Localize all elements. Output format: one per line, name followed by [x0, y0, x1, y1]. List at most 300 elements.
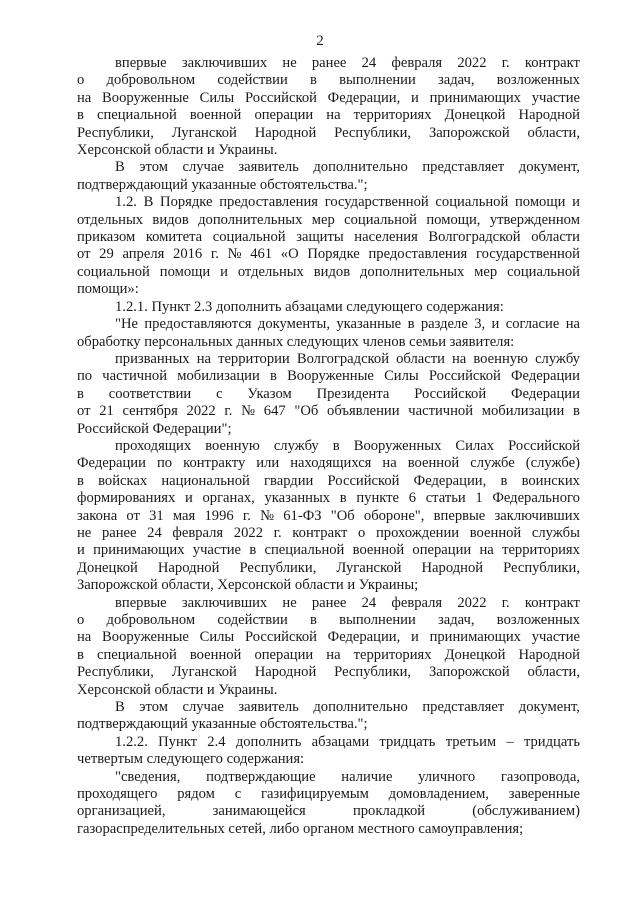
- word: Республики,: [77, 124, 154, 141]
- text-line: [77, 72, 580, 89]
- word: 1.2.2.: [115, 733, 148, 750]
- word: мер: [311, 211, 335, 228]
- word: 2022: [233, 524, 263, 541]
- word: дополнительных: [360, 263, 465, 280]
- text-line: [77, 90, 580, 107]
- word: Российской: [245, 89, 317, 106]
- word: воинских: [521, 472, 580, 489]
- word: Силы: [199, 629, 235, 646]
- text-line: [77, 125, 580, 142]
- word: гвардии: [264, 472, 314, 489]
- word: тридцать: [379, 733, 436, 750]
- word: Российской: [414, 385, 487, 402]
- word: военную: [205, 437, 260, 454]
- word: 2022: [457, 55, 487, 71]
- word: в: [77, 646, 84, 663]
- word: Народной: [518, 107, 580, 124]
- word: национальной: [161, 472, 250, 489]
- word: призванных: [115, 350, 190, 367]
- text-line: [77, 508, 580, 525]
- word: видов: [313, 263, 351, 280]
- word: Федерации,: [327, 629, 401, 646]
- text-line: обработку персональных данных следующих членов семьи заявителя:: [77, 333, 515, 350]
- word: 24: [361, 55, 377, 71]
- word: от: [77, 403, 91, 420]
- word: приказом: [77, 229, 136, 246]
- word: газопровода,: [500, 768, 580, 785]
- text-line: [77, 560, 580, 577]
- word: Народной: [254, 124, 317, 141]
- word: рядом: [177, 786, 215, 803]
- word: военной: [407, 455, 460, 472]
- word: населения: [354, 229, 418, 246]
- word: 2.4: [207, 733, 226, 750]
- word: представляет: [422, 159, 505, 176]
- word: –: [506, 733, 514, 750]
- word: добровольном: [106, 612, 196, 628]
- word: заключивших: [181, 55, 268, 71]
- text-line: [77, 159, 580, 176]
- word: Луганской: [171, 664, 237, 681]
- word: Народной: [254, 664, 317, 681]
- word: по: [156, 455, 173, 472]
- text-line: [77, 629, 580, 646]
- word: «О: [280, 246, 299, 263]
- word: документ,: [518, 699, 580, 716]
- word: г.: [224, 403, 233, 420]
- word: предоставления: [219, 194, 318, 211]
- word: 2022: [186, 403, 216, 420]
- word: 61-ФЗ: [283, 507, 322, 524]
- word: в: [573, 403, 580, 420]
- word: не: [282, 55, 297, 71]
- word: содействии: [217, 72, 288, 89]
- word: Силах: [455, 437, 495, 454]
- word: мобилизации: [177, 368, 260, 385]
- text-line: [77, 229, 580, 246]
- word: 3,: [474, 316, 486, 333]
- word: принимающих: [93, 542, 185, 559]
- text-line: газораспределительных сетей, либо органом местного самоуправления;: [77, 820, 524, 837]
- word: В: [143, 194, 154, 211]
- word: уличного: [418, 768, 476, 785]
- word: операции: [254, 107, 314, 124]
- text-line: [77, 734, 580, 751]
- word: Республики,: [239, 559, 317, 576]
- word: социальной: [212, 229, 286, 246]
- word: Вооруженные: [287, 368, 374, 385]
- word: Российской: [428, 368, 501, 385]
- word: в: [310, 612, 317, 628]
- word: и: [77, 542, 85, 559]
- word: впервые: [433, 507, 486, 524]
- word: мобилизации: [481, 403, 565, 420]
- word: проходящего: [77, 786, 158, 803]
- word: Луганской: [171, 124, 237, 141]
- word: специальной: [264, 542, 345, 559]
- word: Запорожской: [428, 124, 510, 141]
- word: №: [241, 403, 256, 420]
- word: Народной: [157, 559, 220, 576]
- text-line: [77, 194, 580, 211]
- word: Российской: [245, 629, 317, 646]
- word: этом: [139, 699, 168, 716]
- word: в: [77, 107, 84, 124]
- text-line: подтверждающий указанные обстоятельства.";: [77, 716, 368, 733]
- word: третьим: [445, 733, 497, 750]
- word: дополнить: [235, 733, 302, 750]
- word: на: [77, 629, 92, 646]
- text-line: четвертым следующего содержания:: [77, 751, 305, 768]
- word: 2022: [457, 594, 487, 611]
- word: г.: [501, 594, 510, 611]
- word: Волгоградской: [296, 350, 390, 367]
- word: случае: [182, 159, 224, 176]
- word: Российской: [508, 437, 580, 454]
- word: "Об: [294, 403, 319, 420]
- word: заверенные: [508, 786, 580, 803]
- text-line: [77, 212, 580, 229]
- text-line: [77, 542, 580, 559]
- word: возложенных: [496, 72, 580, 89]
- word: с: [216, 385, 223, 402]
- word: и: [184, 490, 193, 507]
- word: тридцать: [523, 733, 580, 750]
- text-line: [77, 246, 580, 263]
- word: впервые: [115, 55, 167, 71]
- word: Порядке: [160, 194, 213, 211]
- word: возложенных: [496, 612, 580, 628]
- word: В: [115, 159, 125, 176]
- word: военной: [189, 107, 242, 124]
- word: на: [326, 107, 341, 124]
- word: предоставления: [368, 246, 468, 263]
- word: на: [326, 646, 341, 663]
- word: контракту: [183, 455, 246, 472]
- word: отдельных: [77, 211, 144, 228]
- text-line: [77, 699, 580, 716]
- word: государственной: [324, 194, 429, 211]
- word: 1.2.: [115, 194, 137, 211]
- word: войсках: [98, 472, 148, 489]
- word: по: [77, 368, 93, 385]
- word: (обслуживанием): [472, 803, 580, 820]
- word: Донецкой: [77, 559, 138, 576]
- word: выполнении: [339, 612, 416, 628]
- word: в: [332, 437, 340, 454]
- text-line: [77, 769, 580, 786]
- word: и: [491, 316, 500, 333]
- word: 31: [149, 507, 164, 524]
- word: защиты: [296, 229, 344, 246]
- word: г.: [210, 246, 219, 263]
- text-line: [77, 107, 580, 124]
- word: помощи: [159, 263, 211, 280]
- word: пункте: [356, 490, 400, 507]
- word: с: [234, 786, 242, 803]
- word: добровольном: [106, 72, 196, 89]
- word: разделе: [420, 316, 468, 333]
- word: обороне",: [363, 507, 425, 524]
- word: заключивших: [494, 507, 580, 524]
- word: территории: [218, 350, 290, 367]
- text-line: [77, 664, 580, 681]
- word: и: [411, 629, 419, 646]
- word: помощи,: [426, 211, 481, 228]
- word: территориях: [353, 107, 432, 124]
- word: заявитель: [238, 699, 299, 716]
- word: соответствии: [108, 385, 192, 402]
- word: заявитель: [238, 159, 299, 176]
- text-line: [77, 803, 580, 820]
- text-line: 1.2.1. Пункт 2.3 дополнить абзацами следующего содержания:: [115, 298, 504, 315]
- word: Республики,: [503, 559, 580, 576]
- word: согласие: [505, 316, 560, 333]
- word: дополнительно: [313, 699, 408, 716]
- word: комитета: [145, 229, 203, 246]
- word: специальной: [96, 646, 177, 663]
- word: объявлении: [327, 403, 400, 420]
- word: представляет: [422, 699, 505, 716]
- word: Донецкой: [444, 107, 506, 124]
- word: службу: [535, 350, 580, 367]
- word: занимающейся: [212, 803, 306, 820]
- word: Вооруженные: [102, 89, 189, 106]
- word: видов: [152, 211, 189, 228]
- word: Запорожской: [428, 664, 510, 681]
- word: №: [260, 507, 275, 524]
- word: области,: [527, 664, 580, 681]
- word: наличие: [341, 768, 393, 785]
- word: прокладкой: [352, 803, 426, 820]
- word: области,: [527, 124, 580, 141]
- word: подтверждающие: [206, 768, 316, 785]
- word: Республики,: [334, 664, 412, 681]
- word: о: [358, 524, 366, 541]
- word: 6: [408, 490, 416, 507]
- word: на: [77, 89, 92, 106]
- word: 24: [361, 594, 377, 611]
- word: февраля: [391, 594, 443, 611]
- word: утвержденном: [489, 211, 580, 228]
- text-line: [77, 455, 580, 472]
- text-line: [77, 647, 580, 664]
- word: участие: [192, 542, 242, 559]
- word: военной: [352, 542, 405, 559]
- word: находящихся: [290, 455, 372, 472]
- word: на: [479, 542, 494, 559]
- word: операции: [412, 542, 472, 559]
- text-line: [77, 612, 580, 629]
- word: Вооруженные: [102, 629, 189, 646]
- word: Волгоградской: [428, 229, 521, 246]
- word: от: [77, 246, 91, 263]
- word: Федерации,: [413, 472, 487, 489]
- text-line: [77, 351, 580, 368]
- word: органах,: [202, 490, 255, 507]
- word: на: [196, 350, 211, 367]
- word: в: [249, 542, 257, 559]
- word: домовладением,: [388, 786, 489, 803]
- word: социальной: [435, 194, 509, 211]
- word: не: [77, 524, 92, 541]
- word: в: [407, 316, 415, 333]
- text-line: [77, 264, 580, 281]
- word: сентября: [122, 403, 178, 420]
- word: не: [282, 594, 297, 611]
- word: частичной: [102, 368, 168, 385]
- word: указанных: [264, 490, 331, 507]
- word: задач,: [438, 72, 475, 89]
- word: предоставляются: [144, 316, 252, 333]
- text-line: Херсонской области и Украины.: [77, 142, 278, 159]
- word: 24: [147, 524, 162, 541]
- word: статьи: [425, 490, 466, 507]
- word: Президента: [316, 385, 390, 402]
- word: 21: [99, 403, 114, 420]
- word: принимающих: [429, 629, 521, 646]
- text-line: [77, 525, 580, 542]
- word: формированиях: [77, 490, 176, 507]
- word: февраля: [391, 55, 443, 71]
- word: в: [77, 385, 84, 402]
- word: г.: [273, 524, 282, 541]
- word: Республики,: [334, 124, 412, 141]
- text-line: [77, 368, 580, 385]
- word: военной: [469, 524, 522, 541]
- word: участие: [531, 89, 580, 106]
- word: специальной: [96, 107, 177, 124]
- word: "Об: [330, 507, 355, 524]
- word: в: [77, 472, 84, 489]
- text-line: Российской Федерации";: [77, 420, 232, 437]
- text-line: помощи»:: [77, 281, 139, 298]
- word: 1996: [204, 507, 234, 524]
- word: операции: [254, 646, 314, 663]
- word: Федерального: [492, 490, 580, 507]
- word: апреля: [122, 246, 165, 263]
- text-line: [77, 786, 580, 803]
- text-line: [77, 316, 580, 333]
- word: или: [256, 455, 280, 472]
- page-number: 2: [316, 33, 324, 49]
- word: территориях: [502, 542, 580, 559]
- word: на: [382, 455, 397, 472]
- word: военной: [189, 646, 242, 663]
- word: случае: [182, 699, 224, 716]
- word: области: [396, 350, 445, 367]
- text-line: [77, 490, 580, 507]
- word: службу: [273, 437, 319, 454]
- word: абзацами: [311, 733, 370, 750]
- word: Народной: [518, 646, 580, 663]
- word: организацией,: [77, 803, 166, 820]
- word: Федерации: [511, 368, 580, 385]
- word: Вооруженных: [353, 437, 442, 454]
- word: Пункт: [158, 733, 198, 750]
- word: о: [77, 612, 85, 628]
- word: дополнительно: [313, 159, 408, 176]
- word: Силы: [199, 89, 235, 106]
- word: г.: [242, 507, 251, 524]
- word: и: [220, 263, 228, 280]
- word: Порядке: [307, 246, 360, 263]
- text-line: [77, 595, 580, 612]
- word: газифицируемым: [260, 786, 369, 803]
- word: Народной: [421, 559, 484, 576]
- text-line: [77, 438, 580, 455]
- word: "сведения,: [115, 768, 181, 785]
- word: заключивших: [181, 594, 268, 611]
- text-line: [77, 473, 580, 490]
- word: Российской: [327, 472, 400, 489]
- word: помощи: [514, 194, 566, 211]
- text-line: [77, 386, 580, 403]
- word: Федерации: [77, 455, 146, 472]
- word: о: [77, 72, 85, 89]
- word: №: [227, 246, 242, 263]
- text-line: подтверждающий указанные обстоятельства.";: [77, 176, 368, 193]
- word: 1: [475, 490, 483, 507]
- word: мер: [474, 263, 498, 280]
- word: г.: [501, 55, 510, 71]
- word: в: [269, 368, 277, 385]
- word: выполнении: [339, 72, 416, 89]
- text-line: [77, 403, 580, 420]
- word: принимающих: [429, 89, 521, 106]
- word: отдельных: [237, 263, 304, 280]
- word: области: [531, 229, 580, 246]
- word: Луганской: [336, 559, 402, 576]
- word: ранее: [311, 55, 347, 71]
- word: Федерации,: [327, 89, 401, 106]
- word: службе: [470, 455, 515, 472]
- word: этом: [139, 159, 168, 176]
- word: участие: [531, 629, 580, 646]
- word: на: [452, 350, 467, 367]
- text-line: Запорожской области, Херсонской области и Украины;: [77, 577, 419, 594]
- word: контракт: [292, 524, 348, 541]
- word: закона: [77, 507, 118, 524]
- text-line: [77, 55, 580, 72]
- word: задач,: [438, 612, 475, 628]
- word: Силы: [384, 368, 419, 385]
- word: контракт: [524, 594, 580, 611]
- word: (службе): [525, 455, 580, 472]
- word: Республики,: [77, 664, 154, 681]
- word: 647: [263, 403, 286, 420]
- word: социальной: [344, 211, 417, 228]
- document-body: [77, 55, 580, 838]
- word: "Не: [115, 316, 138, 333]
- word: в: [310, 72, 317, 89]
- word: службы: [531, 524, 580, 541]
- word: прохождении: [375, 524, 460, 541]
- word: впервые: [115, 594, 167, 611]
- word: Указом: [247, 385, 292, 402]
- word: на: [565, 316, 580, 333]
- word: указанные: [336, 316, 402, 333]
- word: государственной: [475, 246, 580, 263]
- word: документы,: [257, 316, 330, 333]
- word: военную: [473, 350, 528, 367]
- word: территориях: [353, 646, 432, 663]
- word: 2016: [173, 246, 203, 263]
- word: проходящих: [115, 437, 192, 454]
- word: дополнительных: [198, 211, 303, 228]
- word: мая: [172, 507, 196, 524]
- word: 461: [250, 246, 273, 263]
